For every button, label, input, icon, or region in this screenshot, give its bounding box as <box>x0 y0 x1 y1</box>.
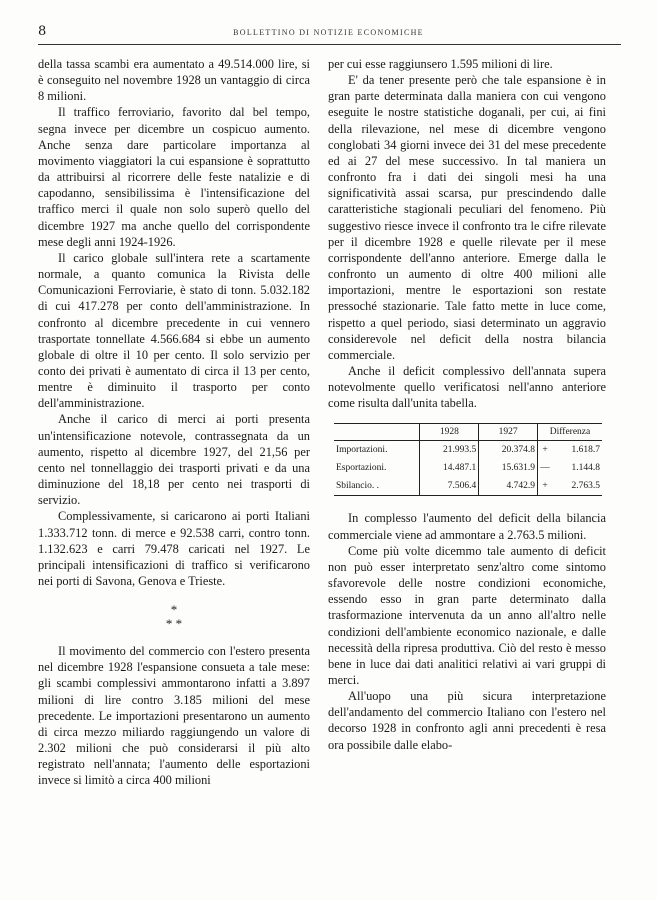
value-diff: 2.763.5 <box>552 477 602 496</box>
paragraph: Anche il carico di merci ai porti presenta un'intensificazione notevole, contrassegnata da un aumento, rispetto al dicembre 1927, del 21,56 per cento nel tonnellaggio dei trasporti privati e da una diminuzione del 18,18 per cento nei trasporti di servizio. <box>38 412 310 508</box>
section-break-top: * <box>170 602 178 618</box>
table-row <box>334 459 602 477</box>
row-label: Esportazioni. <box>336 463 387 474</box>
value-diff: 1.144.8 <box>571 463 600 474</box>
paragraph: Il carico globale sull'intera rete a scartamente normale, a quanto comunica la Rivista delle Comunicazioni Ferroviarie, è stato di tonn. 5.032.182 di cui 417.278 per conto dell'amministrazione. In confronto al dicembre precedente in cui vennero trasportate tonnellate 4.566.684 si ebbe un aumento globale di oltre il 10 per cento. Il solo servizio per conto dei privati è aumentato di circa il 13 per cento, mentre è diminuito il trasporto per conto dell'amministrazione. <box>38 250 310 411</box>
paragraph: della tassa scambi era aumentato a 49.514.000 lire, si è conseguito nel novembre 1928 un vantaggio di circa 8 milioni. <box>38 57 310 104</box>
paragraph: Complessivamente, si caricarono ai porti Italiani 1.333.712 tonn. di merce e 92.538 carri, contro tonn. 1.132.623 e carri 79.478 caricati nel 1927. Le principali intensificazioni di traffico si verificarono nei porti di Savona, Genova e Trieste. <box>38 509 310 588</box>
diff-sign: — <box>538 459 553 477</box>
diff-sign: + <box>538 477 553 496</box>
paragraph: per cui esse raggiunsero 1.595 milioni di lire. <box>328 57 553 71</box>
running-title: BOLLETTINO DI NOTIZIE ECONOMICHE <box>233 28 424 37</box>
value-1928: 7.506.4 <box>420 477 479 496</box>
row-label: Importazioni. <box>336 445 388 456</box>
page-number: 8 <box>38 24 47 39</box>
paragraph: Il traffico ferroviario, favorito dal bel tempo, segna invece per dicembre un cospicuo aumento. Anche senza dare particolare importanza al movimento viaggiatori la cui espansione è soprattutto da attribuirsi al ricorrere delle feste natalizie e di capodanno, sensibilissima è l'intensificazione del traffico merci il quale non solo superò quello del dicembre 1927 ma anche quello del corrispondente mese degli anni 1924-1926. <box>38 105 310 249</box>
table-header: 1927 <box>479 424 538 441</box>
value-1927: 15.631.9 <box>479 459 538 477</box>
section-break-bottom: * * <box>165 616 183 632</box>
section-break <box>38 603 310 631</box>
value-diff: 1.618.7 <box>571 445 600 456</box>
paragraph: Il movimento del commercio con l'estero presenta nel dicembre 1928 l'espansione consueta a tale mese: gli scambi complessivi ammontarono infatti a 3.897 milioni di lire contro 3.185 milioni del mese precedente. Le importazioni presentarono un aumento di circa mezzo miliardo raggiungendo un valore di 2.302 milioni che può considerarsi il più alto registrato nell'annata; l'aumento delle esportazioni invece si limitò a circa 400 milioni <box>38 644 310 788</box>
paragraph: In complesso l'aumento del deficit della bilancia commerciale viene ad ammontare a 2.763.5 milioni. <box>328 511 606 542</box>
table-row <box>334 477 602 496</box>
table-row <box>334 441 602 460</box>
diff-sign: + <box>538 441 553 460</box>
paragraph: All'uopo una più sicura interpretazione dell'andamento del commercio Italiano con l'estero nel decorso 1928 in confronto agli anni precedenti è resa ora possibile dalle elabo- <box>328 689 606 752</box>
table-header: Differenza <box>538 424 602 441</box>
value-1928: 21.993.5 <box>420 441 479 460</box>
trade-balance-table <box>334 423 602 496</box>
row-label: Sbilancio. . <box>334 477 420 496</box>
value-1927: 4.742.9 <box>479 477 538 496</box>
value-1927: 20.374.8 <box>479 441 538 460</box>
table-corner <box>334 424 420 441</box>
right-column <box>328 56 606 753</box>
left-column <box>38 56 310 789</box>
header-rule <box>38 44 621 45</box>
value-1928: 14.487.1 <box>420 459 479 477</box>
table-header: 1928 <box>420 424 479 441</box>
paragraph: E' da tener presente però che tale espansione è in gran parte determinata dalla maniera con cui vengono eseguite le nostre statistiche doganali, per cui, ai fini della rilevazione, nel mese di dicembre vengono conglobati 34 giorni invece dei 31 del mese precedente ed ai 27 del mese successivo. In tal maniera un confronto fra i dati dei singoli mesi ha una significatività assai scarsa, pur prescindendo dalle caratteristiche stagionali peculiari del fenomeno. Più suggestivo riesce invece il confronto tra le cifre rilevate per il dicembre 1928 e quelle rilevate per il mese corrispondente dell'anno anteriore. Emerge dalla le confronto un aumento di oltre 400 milioni alle importazioni, mentre le esportazioni son restate pressoché stazionarie. Tale fatto mette in luce come, rispetto a quel periodo, siasi determinato un aggravio considerevole nel deficit della nostra bilancia commerciale. <box>328 73 606 362</box>
paragraph: Come più volte dicemmo tale aumento di deficit non può esser interpretato senz'altro come sintomo sfavorevole delle nostre condizioni economiche, essendo esso in gran parte determinato dalla trasformazione intervenuta da un anno all'altro nelle condizioni dell'ambiente economico nazionale, e dalle necessità della ripresa produttiva. Ciò del resto è messo bene in luce dai dati analitici relativi ai vari gruppi di merci. <box>328 543 606 687</box>
paragraph: Anche il deficit complessivo dell'annata supera notevolmente quello verificatosi nell'anno anteriore come risulta dall'unita tabella. <box>328 363 606 411</box>
